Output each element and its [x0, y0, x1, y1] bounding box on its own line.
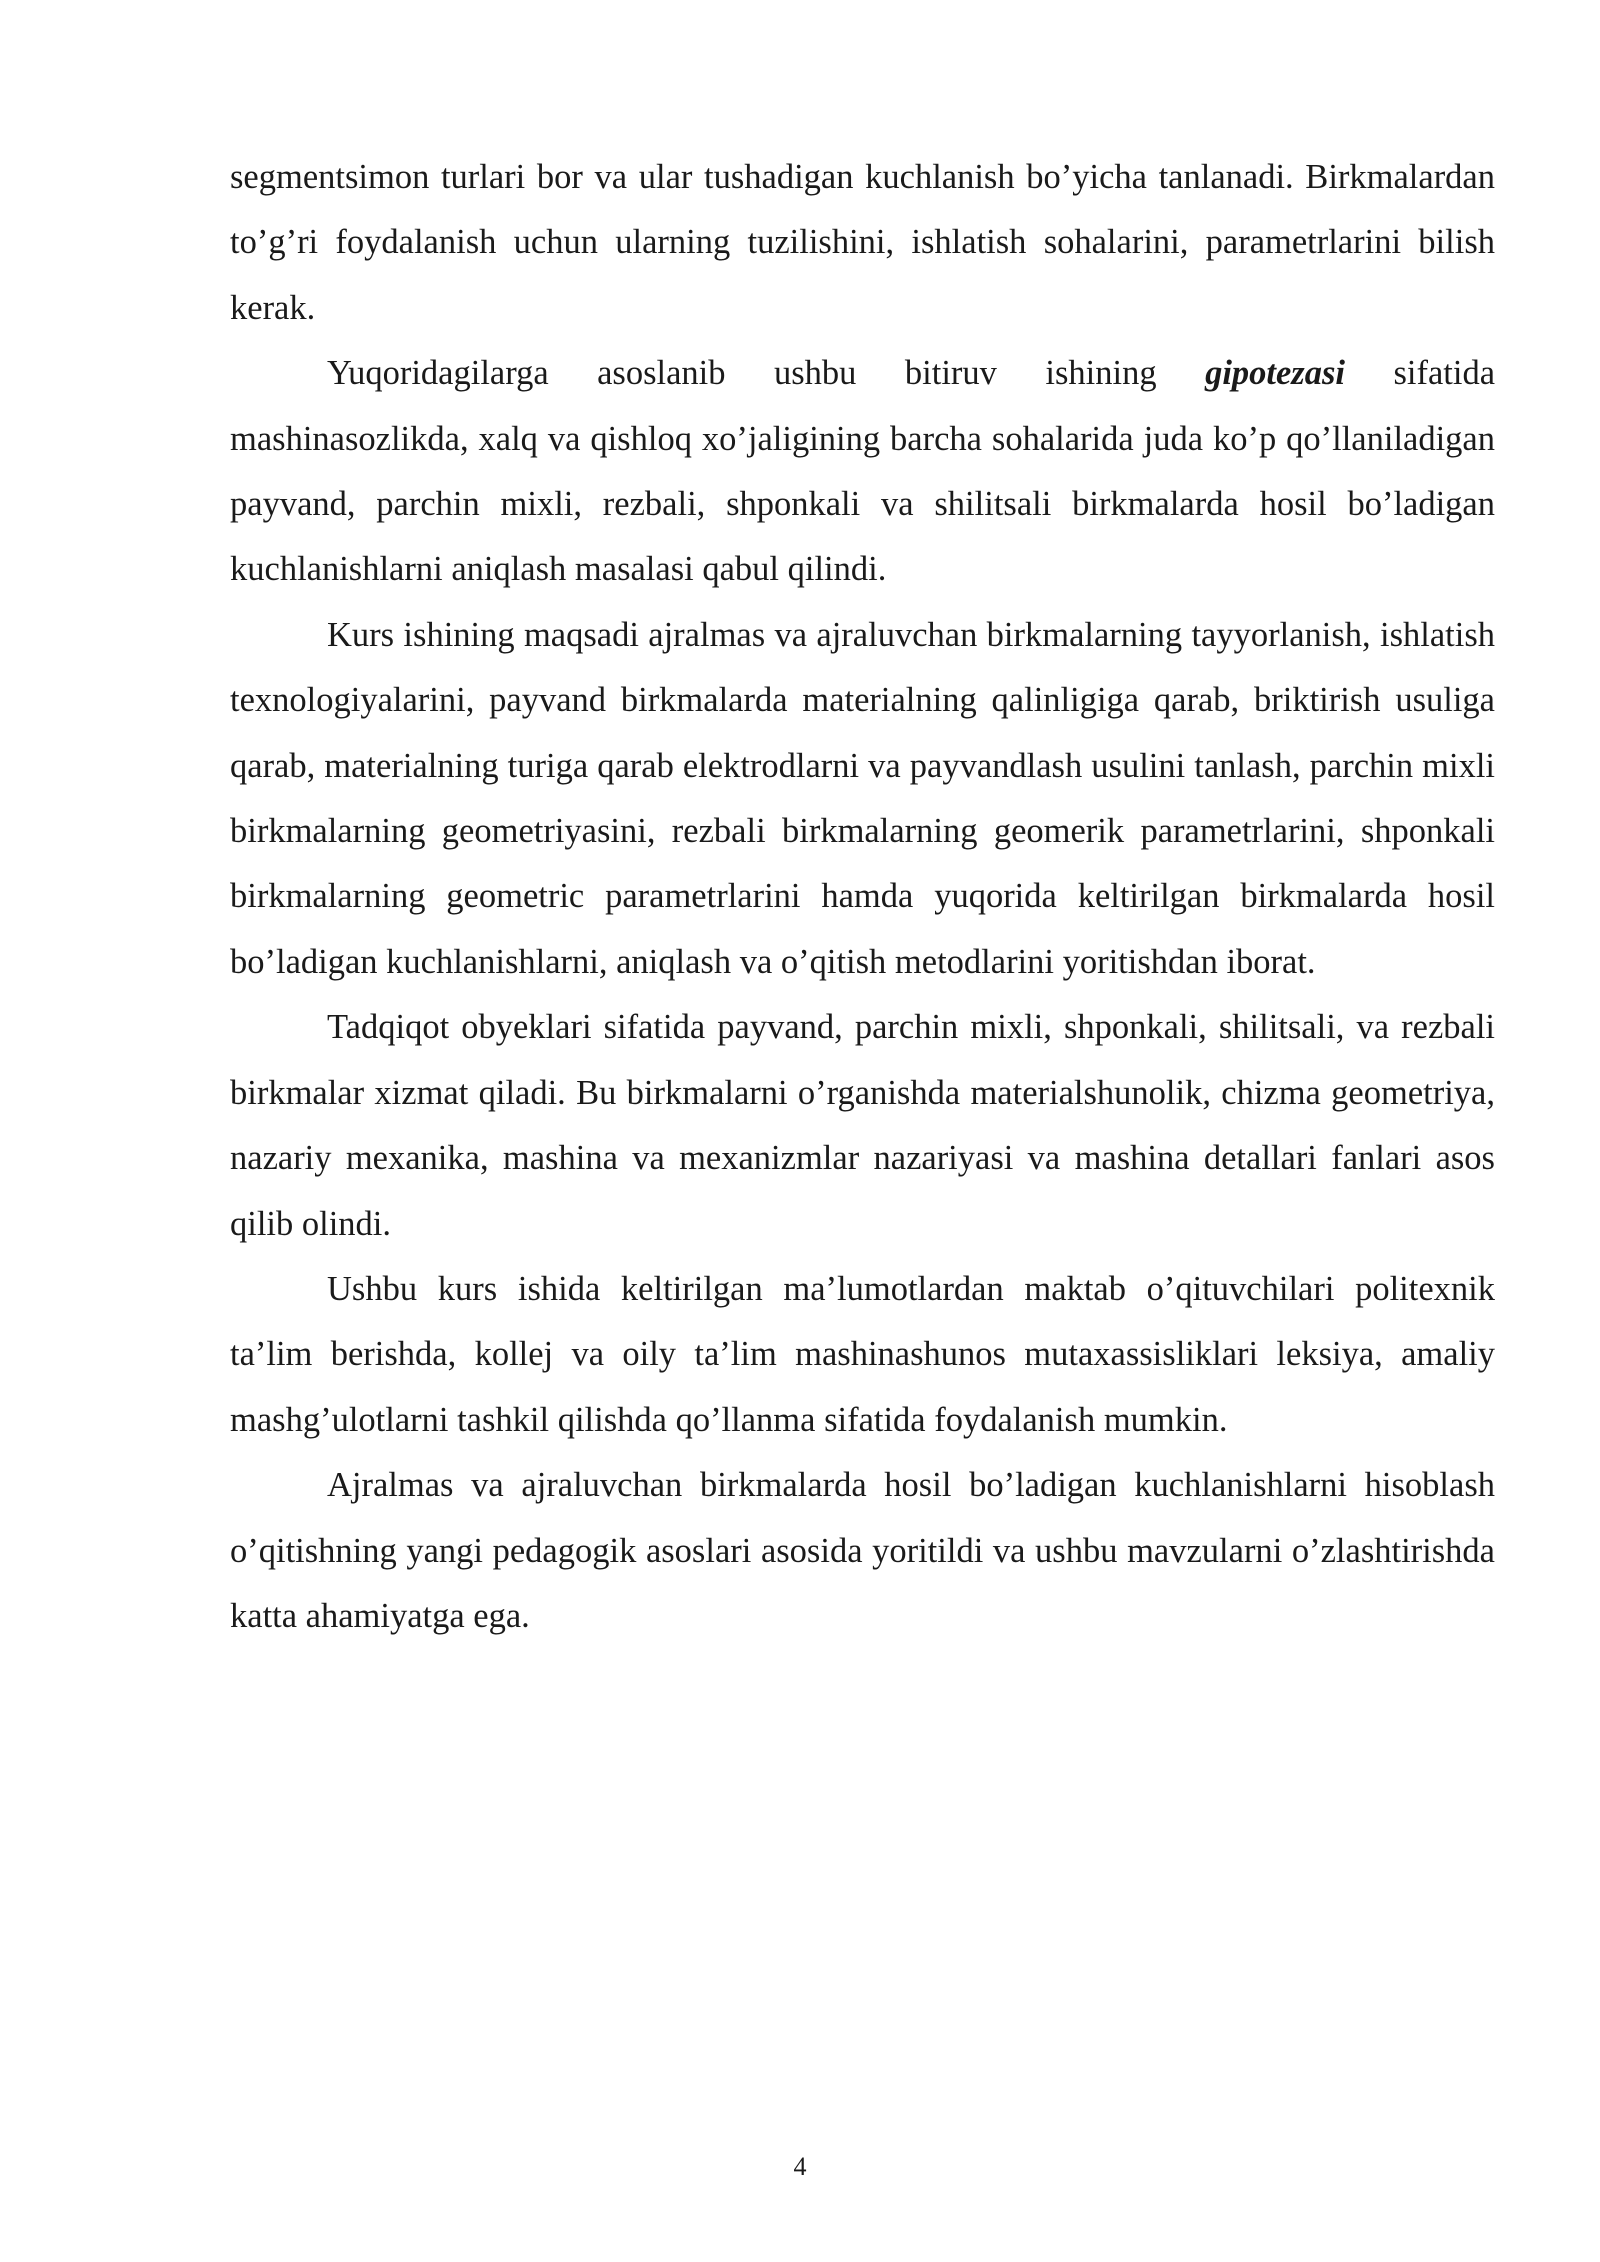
paragraph-practical-use: Ushbu kurs ishida keltirilgan ma’lumotlardan maktab o’qituvchilari politexnik ta’lim berishda, kollej va oily ta’lim mashinashunos mutaxassisliklari leksiya, amaliy mashg’ulotlarni tashkil qilishda qo’llanma sifatida foydalanish mumkin. [230, 1269, 1495, 1439]
paragraph-hypothesis-rest: sifatida mashinasozlikda, xalq va qishloq xo’jaligining barcha sohalarida juda ko’p qo’llaniladigan payvand, parchin mixli, rezbali, shponkali va shilitsali birkmalarda hosil bo’ladigan kuchlanishlarni aniqlash masalasi qabul qilindi. [230, 354, 1496, 589]
paragraph-continuation: segmentsimon turlari bor va ular tushadigan kuchlanish bo’yicha tanlanadi. Birkmalardan to’g’ri foydalanish uchun ularning tuzilishini, ishlatish sohalarini, parametrlarini bilish kerak. [230, 158, 1495, 327]
paragraph-goal: Kurs ishining maqsadi ajralmas va ajraluvchan birkmalarning tayyorlanish, ishlatish texnologiyalarini, payvand birkmalarda materialning qalinligiga qarab, briktirish usuliga qarab, materialning turiga qarab elektrodlarni va payvandlash usulini tanlash, parchin mixli birkmalarning geometriyasini, rezbali birkmalarning geomerik parametrlarini, shponkali birkmalarning geometric parametrlarini hamda yuqorida keltirilgan birkmalarda hosil bo’ladigan kuchlanishlarni, aniqlash va o’qitish metodlarini yoritishdan iborat. [230, 615, 1495, 981]
hypothesis-term: gipotezasi [1205, 354, 1345, 393]
paragraph-hypothesis [230, 341, 1495, 603]
paragraph-hypothesis-lead: Yuqoridagilarga asoslanib ushbu bitiruv ishining [327, 354, 1206, 393]
paragraph-conclusion: Ajralmas va ajraluvchan birkmalarda hosil bo’ladigan kuchlanishlarni hisoblash o’qitishning yangi pedagogik asoslari asosida yoritildi va ushbu mavzularni o’zlashtirishda katta ahamiyatga ega. [230, 1466, 1495, 1635]
paragraph-research-objects: Tadqiqot obyeklari sifatida payvand, parchin mixli, shponkali, shilitsali, va rezbali birkmalar xizmat qiladi. Bu birkmalarni o’rganishda materialshunolik, chizma geometriya, nazariy mexanika, mashina va mexanizmlar nazariyasi va mashina detallari fanlari asos qilib olindi. [230, 1008, 1495, 1243]
page-number: 4 [793, 2152, 807, 2181]
document-body [230, 145, 1495, 1649]
